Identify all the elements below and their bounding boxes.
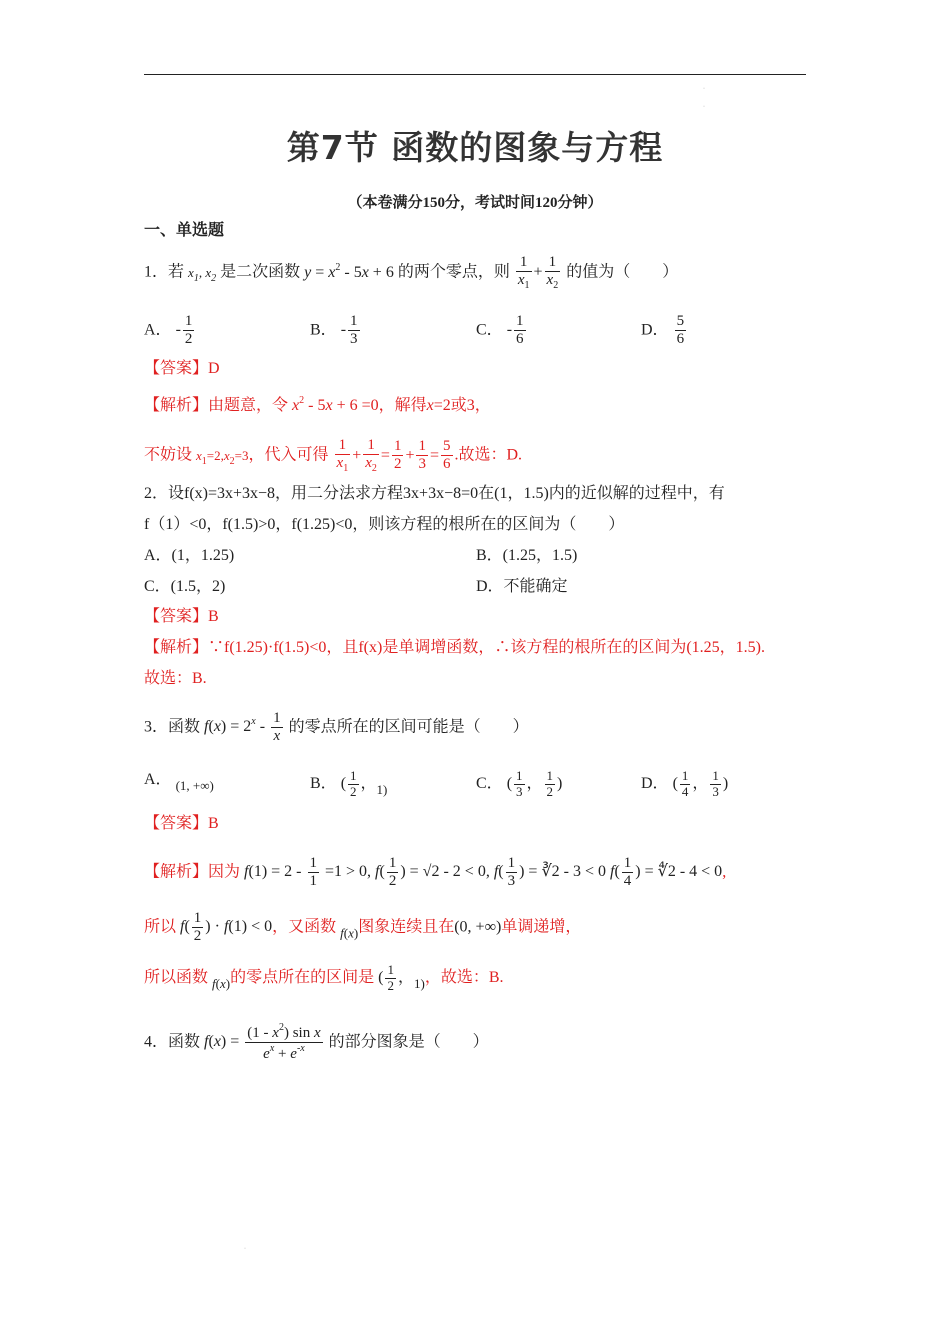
question-2-line2: f（1）<0，f(1.5)>0，f(1.25)<0，则该方程的根所在的区间为（ ）	[144, 516, 625, 533]
q1-option-c[interactable]: C． - $\frac{1}{6}$	[476, 313, 524, 348]
q1-option-d[interactable]: D． $\frac{5}{6}$	[641, 313, 685, 348]
q2-analysis-line2: 故选：B.	[144, 670, 207, 687]
q1-analysis-line1: 【解析】由题意，令 $x^2 - 5x + 6 =0$，解得x=2或3，	[144, 395, 491, 414]
q3-option-d[interactable]: D． ( $\frac{1}{4}$ ， $\frac{1}{3}$ )	[641, 768, 729, 799]
q3-analysis-line3: 所以函数 $_{f(x)}$的零点所在的区间是 ( $\frac{1}{2}$ ，$_{1)}$，故选：B.	[144, 962, 504, 993]
decorative-dot: ·	[244, 1246, 246, 1252]
q3-option-c[interactable]: C． ( $\frac{1}{3}$ ， $\frac{1}{2}$ )	[476, 768, 563, 799]
decorative-dot: ·	[703, 86, 705, 92]
q3-analysis-line1: 【解析】因为 f(1) = 2 - $\frac{1}{1}$ =1 > 0, f( $\frac{1}{2}$ ) = √2 - 2 < 0, f( $\frac{1}{3}$ ) = ∛2 - 3 < 0 f( $\frac{1}{4}$ ) = ∜2 - 4 < 0,	[144, 855, 727, 890]
question-2-line1: 2．设f(x)=3x+3x−8，用二分法求方程3x+3x−8=0在(1，1.5)内的近似解的过程中，有	[144, 485, 725, 502]
decorative-dot: ·	[703, 104, 705, 110]
question-4: 4．函数 f(x) = $\frac{(1 - x^2) \sin x}{e^x + e^{-x}}$ 的部分图象是（ ）	[144, 1022, 489, 1063]
q1-answer: 【答案】D	[144, 360, 220, 377]
q2-option-a[interactable]: A．(1，1.25)	[144, 547, 235, 564]
page-title: 第7节 函数的图象与方程	[286, 128, 664, 167]
q3-option-b[interactable]: B． ( $\frac{1}{2}$ ，$_{1)}$	[310, 768, 388, 799]
q3-answer: 【答案】B	[144, 815, 219, 832]
q1-option-a[interactable]: A． - $\frac{1}{2}$	[144, 313, 193, 348]
header-rule	[144, 74, 806, 75]
q2-analysis-line1: 【解析】∵f(1.25)·f(1.5)<0，且f(x)是单调增函数，∴该方程的根所在的区间为(1.25，1.5).	[144, 639, 765, 656]
q1-option-b[interactable]: B． - $\frac{1}{3}$	[310, 313, 358, 348]
q3-analysis-line2: 所以 f( $\frac{1}{2}$ ) · f(1) < 0，又函数 $_{f(x)}$图象连续且在(0, +∞)单调递增，	[144, 910, 582, 945]
q1-analysis-line2: 不妨设 $x_1=2,x_2=3$，代入可得 $\frac{1}{x_1}$ + $\frac{1}{x_2}$ = $\frac{1}{2}$ + $\frac{1}{3}$ = $\frac{5}{6}$ .故选：D.	[144, 437, 523, 475]
q3-option-a[interactable]: A． $_{(1, +\infty)}$	[144, 771, 214, 793]
section-heading: 一、单选题	[144, 222, 225, 239]
question-1: 1．若 $x_1$, $x_2$ 是二次函数 $y = x^2 - 5x + 6$ 的两个零点，则 $\frac{1}{x_1}$ + $\frac{1}{x_2}$ 的值为（ ）	[144, 254, 679, 292]
q2-option-d[interactable]: D．不能确定	[476, 578, 568, 595]
q2-option-c[interactable]: C．(1.5，2)	[144, 578, 226, 595]
page-subtitle: （本卷满分150分，考试时间120分钟）	[347, 195, 603, 211]
q2-answer: 【答案】B	[144, 608, 219, 625]
q2-option-b[interactable]: B．(1.25，1.5)	[476, 547, 578, 564]
question-3: 3．函数 $f(x) = 2^x$ - $\frac{1}{x}$ 的零点所在的区间可能是（ ）	[144, 710, 529, 745]
